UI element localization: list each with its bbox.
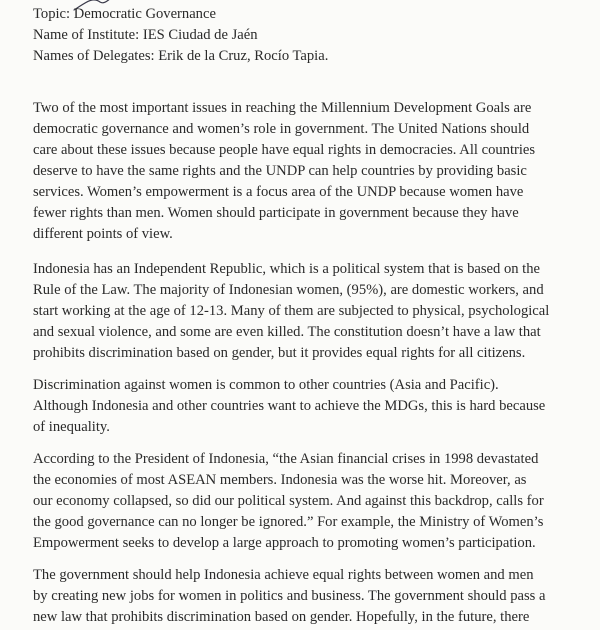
text-line: Discrimination against women is common to other countries (Asia and Pacific).: [33, 377, 499, 393]
paragraph-mdg-governance: [33, 98, 593, 245]
institute-line: Name of Institute: IES Ciudad de Jaén: [33, 27, 258, 43]
text-line: deserve to have the same rights and the UNDP can help countries by providing basic: [33, 163, 527, 179]
text-line: fewer rights than men. Women should participate in government because they have: [33, 205, 519, 221]
text-line: Empowerment seeks to develop a large approach to promoting women’s participation.: [33, 535, 536, 551]
document-header: [33, 4, 328, 67]
paragraph-government-action: [33, 565, 593, 628]
text-line: care about these issues because people have equal rights in democracies. All countries: [33, 142, 536, 158]
text-line: Indonesia has an Independent Republic, which is a political system that is based on the: [33, 261, 541, 277]
text-line: Rule of the Law. The majority of Indonesian women, (95%), are domestic workers, and: [33, 282, 544, 298]
text-line: new law that prohibits discrimination based on gender. Hopefully, in the future, there: [33, 609, 530, 625]
text-line: of inequality.: [33, 419, 110, 435]
text-line: democratic governance and women’s role in government. The United Nations should: [33, 121, 530, 137]
topic-line: Topic: Democratic Governance: [33, 6, 216, 22]
text-line: prohibits discrimination based on gender, but it provides equal rights for all citizens.: [33, 345, 526, 361]
text-line: According to the President of Indonesia, “the Asian financial crises in 1998 devastated: [33, 451, 539, 467]
text-line: Although Indonesia and other countries want to achieve the MDGs, this is hard because: [33, 398, 546, 414]
text-line: and sexual violence, and some are even killed. The constitution doesn’t have a law that: [33, 324, 541, 340]
text-line: by creating new jobs for women in politics and business. The government should pass a: [33, 588, 546, 604]
text-line: different points of view.: [33, 226, 173, 242]
text-line: services. Women’s empowerment is a focus area of the UNDP because women have: [33, 184, 524, 200]
text-line: our economy collapsed, so did our political system. And against this backdrop, calls for: [33, 493, 544, 509]
text-line: the good governance can no longer be ignored.” For example, the Ministry of Women’s: [33, 514, 544, 530]
text-line: start working at the age of 12-13. Many of them are subjected to physical, psychological: [33, 303, 550, 319]
text-line: the economies of most ASEAN members. Indonesia was the worse hit. Moreover, as: [33, 472, 527, 488]
paragraph-indonesia-republic: [33, 259, 593, 364]
paragraph-discrimination: [33, 375, 593, 438]
text-line: The government should help Indonesia achieve equal rights between women and men: [33, 567, 534, 583]
paragraph-president-quote: [33, 449, 593, 554]
delegates-line: Names of Delegates: Erik de la Cruz, Rocío Tapia.: [33, 48, 329, 64]
text-line: Two of the most important issues in reaching the Millennium Development Goals are: [33, 100, 532, 116]
